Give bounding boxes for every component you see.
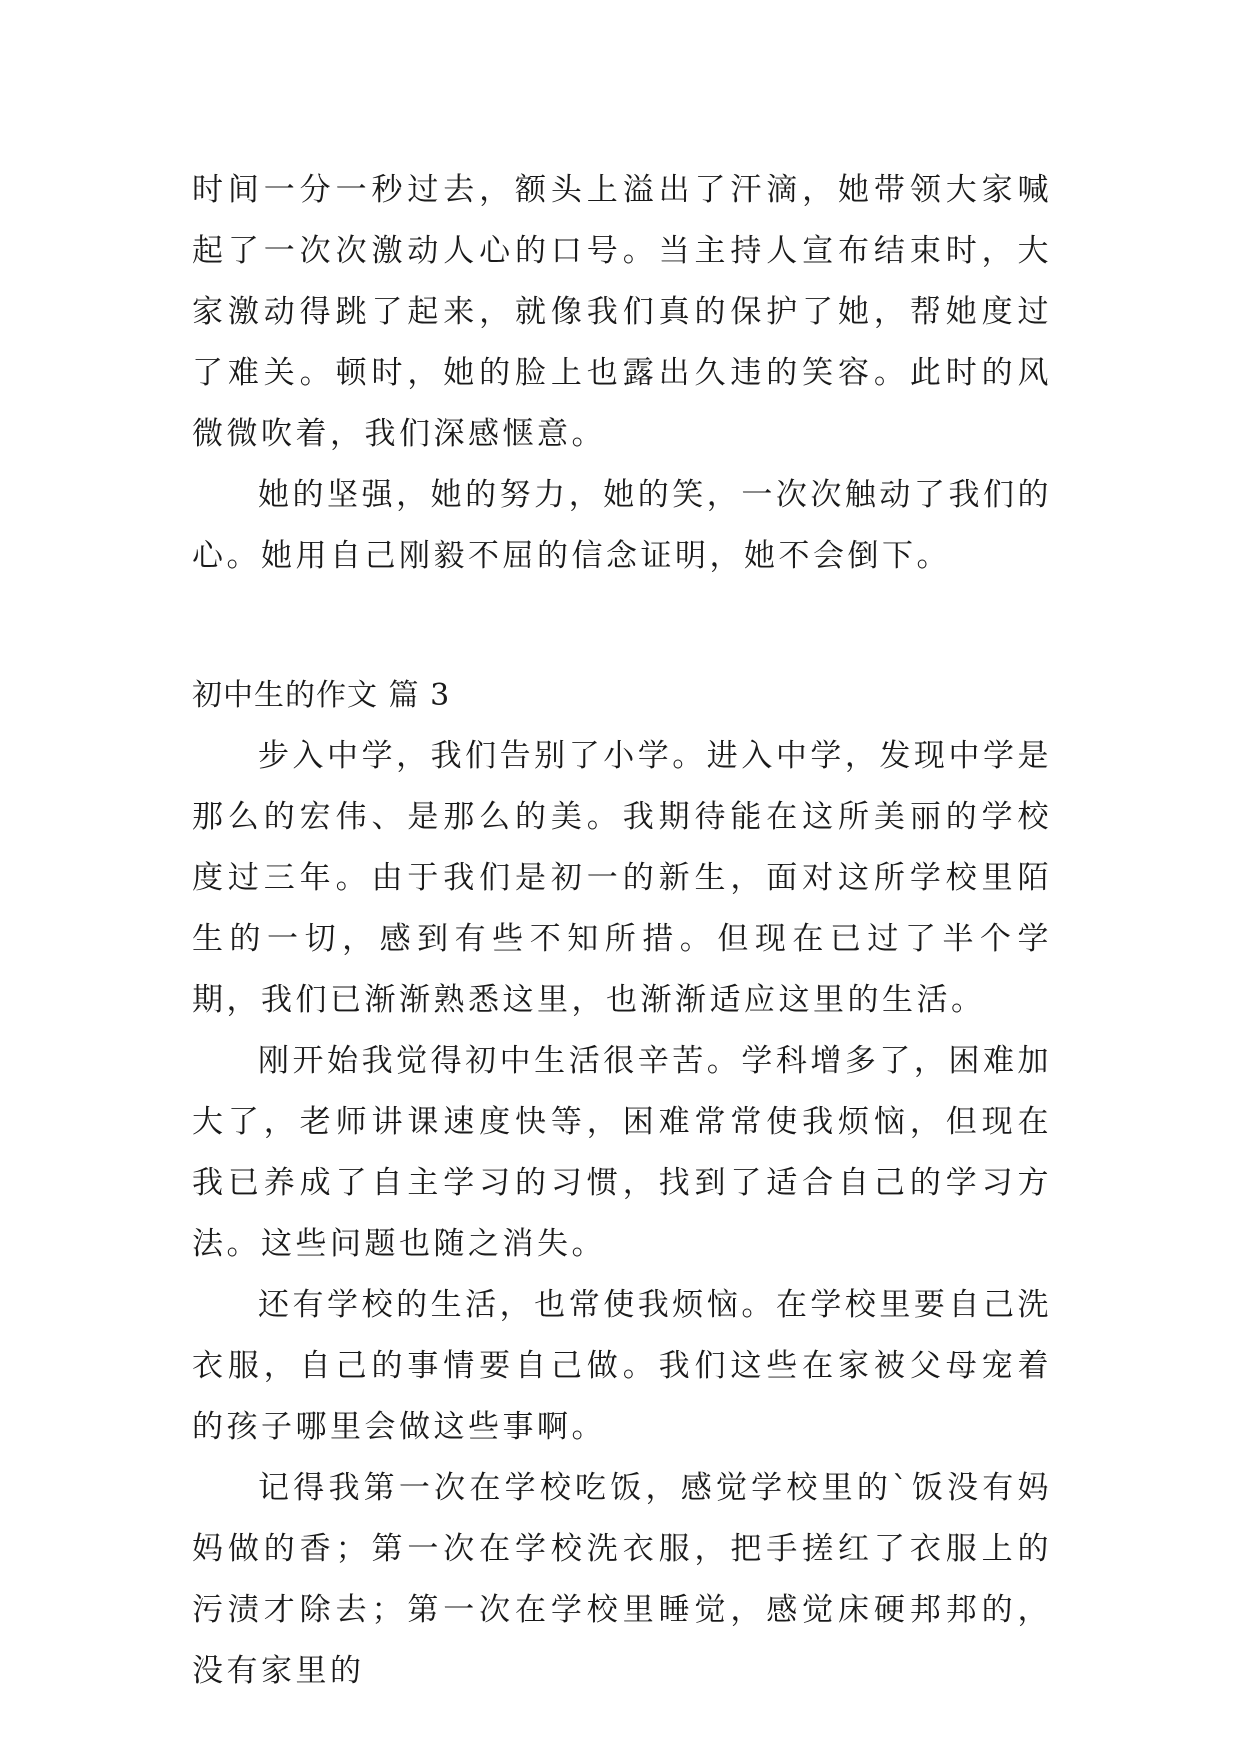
document-body xyxy=(192,160,1052,1702)
paragraph-5: 还有学校的生活，也常使我烦恼。在学校里要自己洗衣服，自己的事情要自己做。我们这些在家被父母宠着的孩子哪里会做这些事啊。 xyxy=(192,1287,1052,1445)
section-title: 初中生的作文 篇 3 xyxy=(192,678,451,713)
paragraph-4: 刚开始我觉得初中生活很辛苦。学科增多了，困难加大了，老师讲课速度快等，困难常常使我烦恼，但现在我已养成了自主学习的习惯，找到了适合自己的学习方法。这些问题也随之消失。 xyxy=(192,1043,1052,1262)
paragraph-2: 她的坚强，她的努力，她的笑，一次次触动了我们的心。她用自己刚毅不屈的信念证明，她不会倒下。 xyxy=(192,477,1052,574)
paragraph-1: 时间一分一秒过去，额头上溢出了汗滴，她带领大家喊起了一次次激动人心的口号。当主持人宣布结束时，大家激动得跳了起来，就像我们真的保护了她，帮她度过了难关。顿时，她的脸上也露出久违的笑容。此时的风微微吹着，我们深感惬意。 xyxy=(192,172,1052,452)
paragraph-3: 步入中学，我们告别了小学。进入中学，发现中学是那么的宏伟、是那么的美。我期待能在这所美丽的学校度过三年。由于我们是初一的新生，面对这所学校里陌生的一切，感到有些不知所措。但现在已过了半个学期，我们已渐渐熟悉这里，也渐渐适应这里的生活。 xyxy=(192,738,1052,1018)
paragraph-6: 记得我第一次在学校吃饭，感觉学校里的`饭没有妈妈做的香；第一次在学校洗衣服，把手搓红了衣服上的污渍才除去；第一次在学校里睡觉，感觉床硬邦邦的，没有家里的 xyxy=(192,1470,1052,1689)
